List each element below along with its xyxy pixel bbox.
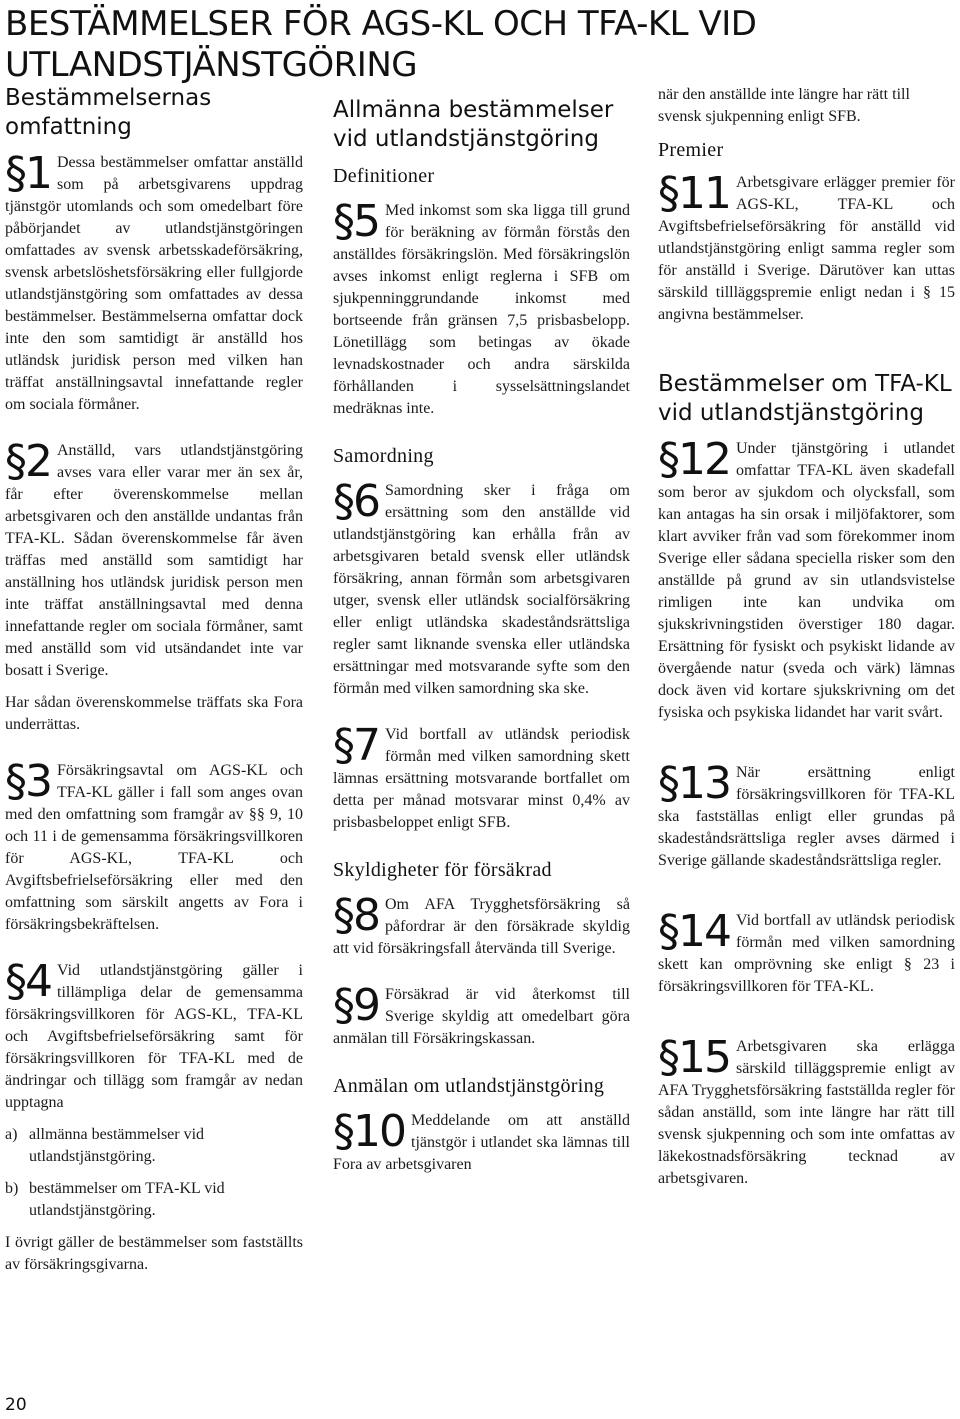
paragraph-8 bbox=[333, 890, 630, 960]
paragraph-7 bbox=[333, 720, 630, 834]
page-title: BESTÄMMELSER FÖR AGS-KL OCH TFA-KL VID UTLANDSTJÄNSTGÖRING bbox=[5, 4, 757, 85]
paragraph-text: Meddelande om att anställd tjänstgör i utlandet ska lämnas till Fora av arbetsgivaren bbox=[333, 1112, 630, 1173]
paragraph-5 bbox=[333, 196, 630, 420]
paragraph-1 bbox=[5, 148, 303, 416]
paragraph-number: §2 bbox=[5, 436, 51, 487]
paragraph-text: Under tjänstgöring i utlandet omfattar TFA-KL även skadefall som beror av sjukdom och olycksfall, som kan antagas ha sin orsak i miljöfaktorer, som klart avviker från vad som förekommer inom Sverige eller sådana speciella risker som den anställde på grund av sin utlandsvistelse rimligen inte kan undvika om sjukskrivningstiden överstiger 180 dagar. Ersättning för fysiskt och psykiskt lidande av övergående natur (sveda och värk) lämnas dock även vid kortare sjukskrivning om det fysiska och psykiska lidandet har varit svårt. bbox=[658, 440, 955, 721]
paragraph-note: I övrigt gäller de bestämmelser som fastställts av försäkringsgivarna. bbox=[5, 1234, 303, 1273]
paragraph-number: §4 bbox=[5, 956, 51, 1007]
paragraph-text: Anställd, vars utlandstjänstgöring avses vara eller varar mer än sex år, får efter överenskommelse mellan arbetsgivaren och den anställde undantas från TFA-KL. Sådan överenskommelse får även träffas med anställd som samtidigt har anställning hos utländsk juridisk person men inte träffat anställningsavtal med denna innefattande regler om sociala förmåner, samt med anställd som vid utsändandet inte var bosatt i Sverige. bbox=[5, 442, 303, 679]
paragraph-10 bbox=[333, 1106, 630, 1176]
column-middle bbox=[333, 96, 630, 1200]
subheading-skyldigheter: Skyldigheter för försäkrad bbox=[333, 859, 552, 881]
paragraph-text: När ersättning enligt försäkringsvillkoren för TFA-KL ska fastställas enligt eller grundas på skadeståndsrättsliga regler avses därmed i Sverige gällande skadeståndsrättsliga regler. bbox=[658, 764, 955, 869]
paragraph-number: §8 bbox=[333, 890, 379, 941]
paragraph-11 bbox=[658, 168, 955, 326]
paragraph-number: §15 bbox=[658, 1032, 730, 1083]
paragraph-number: §14 bbox=[658, 906, 730, 957]
section-heading-tfa-kl: Bestämmelser om TFA-KL vid utlandstjänstgöring bbox=[658, 371, 952, 426]
paragraph-14 bbox=[658, 906, 955, 998]
paragraph-6 bbox=[333, 476, 630, 700]
paragraph-number: §13 bbox=[658, 758, 730, 809]
paragraph-3 bbox=[5, 756, 303, 936]
paragraph-note: Har sådan överenskommelse träffats ska Fora underrättas. bbox=[5, 694, 303, 733]
section-heading-omfattning: Bestämmelsernas omfattning bbox=[5, 85, 212, 140]
paragraph-number: §10 bbox=[333, 1106, 405, 1157]
paragraph-13 bbox=[658, 758, 955, 872]
column-left bbox=[5, 84, 303, 1300]
paragraph-text: Arbetsgivaren ska erlägga särskild tilläggspremie enligt av AFA Trygghetsförsäkring fastställda regler för sådan anställd, som inte längre har rätt till svensk sjukpenning och som inte omfattas av läkekostnadsförsäkring tecknad av arbetsgivaren. bbox=[658, 1038, 955, 1187]
paragraph-number: §12 bbox=[658, 434, 730, 485]
paragraph-text: Försäkringsavtal om AGS-KL och TFA-KL gäller i fall som anges ovan med den omfattning som framgår av §§ 9, 10 och 11 i de gemensamma försäkringsvillkoren för AGS-KL, TFA-KL och Avgiftsbefrielseförsäkring eller med den omfattning som särskilt angetts av Fora i försäkringsbekräftelsen. bbox=[5, 762, 303, 933]
paragraph-12 bbox=[658, 434, 955, 724]
continued-text: när den anställde inte längre har rätt till svensk sjukpenning enligt SFB. bbox=[658, 86, 910, 125]
subheading-samordning: Samordning bbox=[333, 445, 434, 467]
paragraph-number: §11 bbox=[658, 168, 730, 219]
paragraph-text: Samordning sker i fråga om ersättning som den anställde vid utlandstjänstgöring kan erhålla från av arbetsgivaren betald svensk eller utländsk försäkring, annan förmån som arbetsgivaren utger, svensk eller utländsk socialförsäkring eller enligt utländska skadeståndsrättsliga regler samt liknande svenska eller utländska ersättningar med motsvarande syfte som den förmån med vilken samordning ska ske. bbox=[333, 482, 630, 697]
subheading-premier: Premier bbox=[658, 139, 724, 161]
page-number: 20 bbox=[5, 1395, 27, 1415]
section-heading-allmanna: Allmänna bestämmelser vid utlandstjänstgöring bbox=[333, 97, 614, 152]
paragraph-number: §1 bbox=[5, 148, 51, 199]
paragraph-text: Med inkomst som ska ligga till grund för beräkning av förmån förstås den anställdes försäkringslön. Med försäkringslön avses inkomst enligt reglerna i SFB om sjukpenninggrundande inkomst med bortseende från gränsen 7,5 prisbasbelopp. Lönetillägg som betingas av ökade levnadskostnader och andra särskilda förhållanden i sysselsättningslandet medräknas inte. bbox=[333, 202, 630, 417]
paragraph-text: Dessa bestämmelser omfattar anställd som på arbetsgivarens uppdrag tjänstgör utomlands och som omedelbart före påbörjandet av utlandstjänstgöringen omfattades av svensk arbetsskadeförsäkring, svensk arbetslöshetsförsäkring eller fullgjorde utlandstjänstgöring som omfattades av dessa bestämmelser. Bestämmelserna omfattar dock inte den som samtidigt är anställd hos utländsk juridisk person med vilken han träffat anställningsavtal innefattande regler om sociala förmåner. bbox=[5, 154, 303, 413]
list-item-b: b) bestämmelser om TFA-KL vid utlandstjänstgöring. bbox=[5, 1180, 225, 1219]
paragraph-4 bbox=[5, 956, 303, 1276]
paragraph-number: §3 bbox=[5, 756, 51, 807]
paragraph-text: Vid bortfall av utländsk periodisk förmån med vilken samordning skett lämnas ersättning motsvarande bortfallet om detta per månad motsvarar minst 0,4% av prisbasbeloppet enligt SFB. bbox=[333, 726, 630, 831]
paragraph-9 bbox=[333, 980, 630, 1050]
paragraph-text: Försäkrad är vid återkomst till Sverige skyldig att omedelbart göra anmälan till Försäkringskassan. bbox=[333, 986, 630, 1047]
paragraph-text: Om AFA Trygghetsförsäkring så påfordrar är den försäkrade skyldig att vid försäkringsfall återvända till Sverige. bbox=[333, 896, 630, 957]
column-right bbox=[658, 84, 955, 1214]
paragraph-number: §5 bbox=[333, 196, 379, 247]
paragraph-number: §6 bbox=[333, 476, 379, 527]
paragraph-15 bbox=[658, 1032, 955, 1190]
paragraph-text: Arbetsgivare erlägger premier för AGS-KL, TFA-KL och Avgiftsbefrielseförsäkring för anställd vid utlandstjänstgöring enligt samma regler som för anställd i Sverige. Därutöver kan uttas särskild tillläggspremie enligt nedan i § 15 angivna bestämmelser. bbox=[658, 174, 955, 323]
paragraph-number: §7 bbox=[333, 720, 379, 771]
paragraph-text: Vid bortfall av utländsk periodisk förmån med vilken samordning skett kan omprövning ske enligt § 23 i försäkringsvillkoren för TFA-KL. bbox=[658, 912, 955, 995]
paragraph-text: Vid utlandstjänstgöring gäller i tillämpliga delar de gemensamma försäkringsvillkoren för AGS-KL, TFA-KL och Avgiftsbefrielseförsäkring samt för försäkringsvillkoren för TFA-KL med de ändringar och tillägg som framgår av nedan upptagna bbox=[5, 962, 303, 1111]
subheading-definitioner: Definitioner bbox=[333, 165, 435, 187]
paragraph-2 bbox=[5, 436, 303, 736]
paragraph-number: §9 bbox=[333, 980, 379, 1031]
subheading-anmalan: Anmälan om utlandstjänstgöring bbox=[333, 1075, 605, 1097]
list-item-a: a) allmänna bestämmelser vid utlandstjänstgöring. bbox=[5, 1126, 205, 1165]
